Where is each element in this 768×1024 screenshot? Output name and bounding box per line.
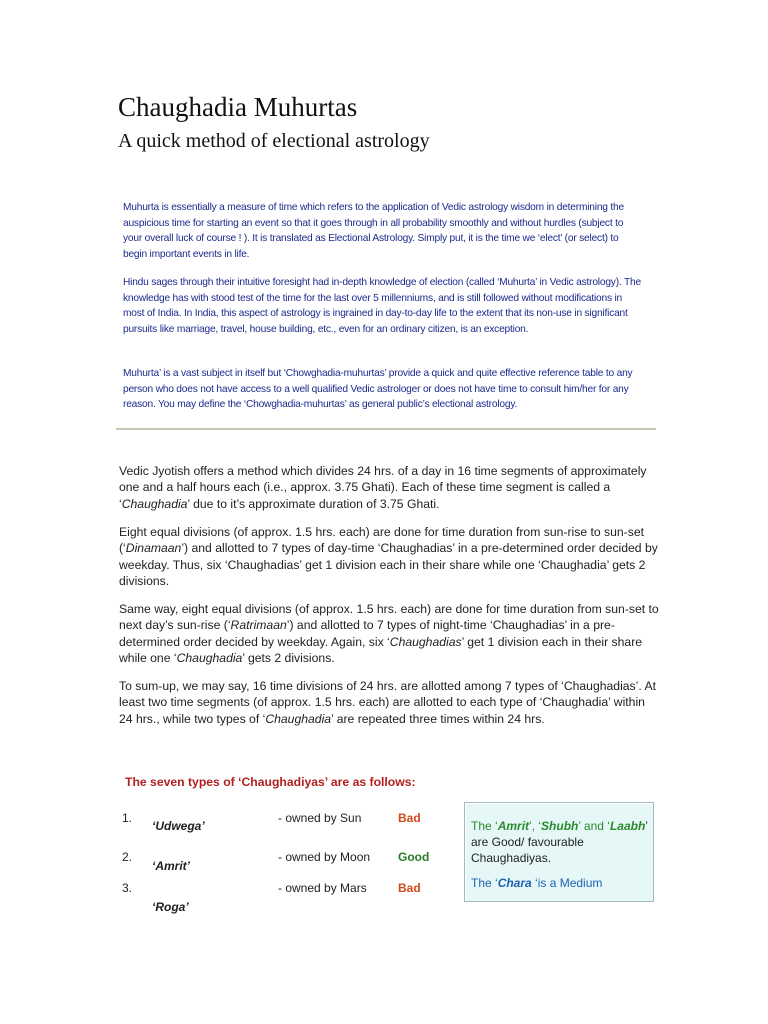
- term-dinamaan: Dinamaan: [125, 541, 182, 556]
- type-number: 1.: [122, 811, 133, 825]
- type-number: 2.: [122, 850, 133, 864]
- type-number: 3.: [122, 881, 133, 895]
- type-quality: Bad: [398, 811, 421, 825]
- intro-paragraph-1: Muhurta is essentially a measure of time which refers to the application of Vedic astrology wisdom in determining the auspicious time for starting an event so that it goes through in all probability smoothly and without hurdles (subject to your overall luck of course ! ). It is translated as Electional Astrology. Simply put, it is the time we ‘elect’ (or select) to begin important events in life.: [123, 202, 624, 260]
- type-owner: - owned by Mars: [278, 881, 367, 895]
- body-paragraph-4: To sum-up, we may say, 16 time divisions of 24 hrs. are allotted among 7 types of ‘Chaughadias’. At least two time segments (of approx. 1.5 hrs. each) are allotted to each type of ‘Chaughadia’ within 24 hrs., while two types of ‘Chaughadia’ are repeated three times within 24 hrs.: [119, 679, 656, 726]
- page-title: Chaughadia Muhurtas: [118, 92, 358, 122]
- type-name: ‘Udwega’: [152, 819, 205, 833]
- note-box: [464, 802, 654, 902]
- body-paragraph-2: Eight equal divisions (of approx. 1.5 hrs. each) are done for time duration from sun-rise to sun-set (‘Dinamaan’) and allotted to 7 types of day-time ‘Chaughadias’ in a pre-determined order decided by weekday. Thus, six ‘Chaughadias’ get 1 division each in their share while one ‘Chaughadia’ gets 2 divisions.: [119, 525, 658, 589]
- term-chaughadia: Chaughadia: [121, 496, 188, 511]
- page-subtitle: A quick method of electional astrology: [118, 130, 430, 152]
- type-quality: Bad: [398, 881, 421, 895]
- intro-paragraph-3: Muhurta’ is a vast subject in itself but ‘Chowghadia-muhurtas’ provide a quick and quite effective reference table to any person who does not have access to a well qualified Vedic astrologer or does not have time to consult him/her for any reason. You may define the ‘Chowghadia-muhurtas’ as general public’s electional astrology.: [123, 368, 633, 410]
- note-medium-type: The ‘Chara ‘is a Medium: [471, 876, 603, 891]
- term-laabh: Laabh: [609, 819, 646, 833]
- type-owner: - owned by Sun: [278, 811, 362, 825]
- term-chara: Chara: [497, 876, 532, 891]
- type-owner: - owned by Moon: [278, 850, 371, 864]
- types-heading: The seven types of ‘Chaughadiyas’ are as follows:: [125, 775, 416, 789]
- term-shubh: Shubh: [541, 819, 579, 833]
- type-quality: Good: [398, 850, 430, 864]
- note-good-types: The ‘Amrit’, ‘Shubh’ and ‘Laabh’ are Good/ favourable Chaughadiyas.: [471, 819, 648, 865]
- intro-paragraph-2: Hindu sages through their intuitive foresight had in-depth knowledge of election (called ‘Muhurta’ in Vedic astrology). The knowledge has with stood test of the time for the last over 5 millenniums, and is still followed without modifications in most of India. In India, this aspect of astrology is ingrained in day-to-day life to the extent that its non-use in significant pursuits like marriage, travel, house building, etc., even for an ordinary citizen, is an exception.: [123, 277, 641, 335]
- term-ratrimaan: Ratrimaan: [230, 618, 287, 633]
- type-name: ‘Amrit’: [152, 859, 191, 873]
- section-divider: [116, 428, 656, 430]
- term-amrit: Amrit: [497, 819, 530, 833]
- note-text: [471, 819, 651, 892]
- type-name: ‘Roga’: [152, 900, 189, 914]
- body-paragraph-3: Same way, eight equal divisions (of approx. 1.5 hrs. each) are done for time duration from sun-set to next day’s sun-rise (‘Ratrimaan’) and allotted to 7 types of night-time ‘Chaughadias’ in a pre-determined order decided by weekday. Again, six ‘Chaughadias’ get 1 division each in their share while one ‘Chaughadia’ gets 2 divisions.: [119, 602, 659, 666]
- body-paragraph-1: Vedic Jyotish offers a method which divides 24 hrs. of a day in 16 time segments of approximately one and a half hours each (i.e., approx. 3.75 Ghati). Each of these time segment is called a ‘Chaughadia’ due to it’s approximate duration of 3.75 Ghati.: [119, 464, 647, 511]
